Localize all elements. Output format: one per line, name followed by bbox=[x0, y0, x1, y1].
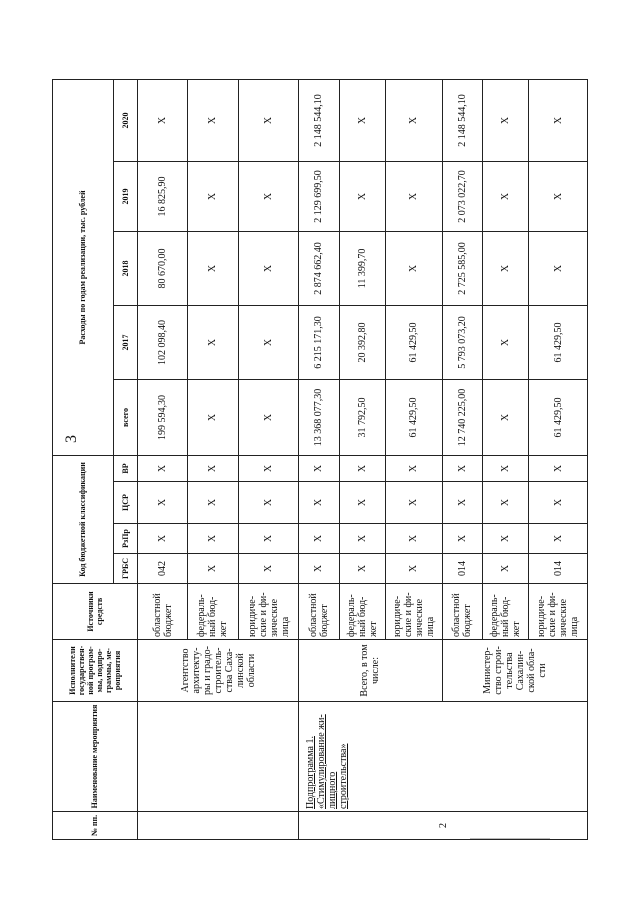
row7-2019: Х bbox=[482, 161, 528, 231]
row8-2019: Х bbox=[529, 161, 588, 231]
row3-total: 13 368 077,30 bbox=[299, 379, 339, 455]
row1-total: Х bbox=[188, 379, 238, 455]
header-source: Источники средств bbox=[53, 584, 138, 640]
header-budget-code: Код бюджетной классификации bbox=[53, 455, 114, 583]
row4-rzpr: Х bbox=[339, 524, 385, 554]
row1-2019: Х bbox=[188, 161, 238, 231]
row3-2017: 6 215 171,30 bbox=[299, 305, 339, 379]
row0-2017: 102 098,40 bbox=[137, 305, 187, 379]
budget-table bbox=[52, 79, 588, 840]
header-2017: 2017 bbox=[113, 305, 137, 379]
header-name: Наименование мероприятия bbox=[53, 702, 138, 812]
row4-csr: Х bbox=[339, 482, 385, 524]
row5-total: 61 429,50 bbox=[386, 379, 443, 455]
row8-grbs: 014 bbox=[529, 554, 588, 584]
row2-source: юридиче-ские и фи-зические лица bbox=[238, 584, 299, 640]
header-grbs: ГРБС bbox=[113, 554, 137, 584]
row0-total: 199 594,30 bbox=[137, 379, 187, 455]
header-expenses: Расходы по годам реализации, тыс. рублей bbox=[53, 79, 114, 455]
group3-num: 2 bbox=[299, 812, 588, 840]
row0-vr: Х bbox=[137, 455, 187, 481]
row4-vr: Х bbox=[339, 455, 385, 481]
row2-rzpr: Х bbox=[238, 524, 299, 554]
row4-source: федераль-ный бюд-жет bbox=[339, 584, 385, 640]
row4-2018: 11 399,70 bbox=[339, 231, 385, 305]
row8-source: юридиче-ские и фи-зические лица bbox=[529, 584, 588, 640]
row5-2020: Х bbox=[386, 79, 443, 161]
row6-2017: 5 793 073,20 bbox=[442, 305, 482, 379]
row7-2017: Х bbox=[482, 305, 528, 379]
row5-2017: 61 429,50 bbox=[386, 305, 443, 379]
row2-2020: Х bbox=[238, 79, 299, 161]
row0-2020: Х bbox=[137, 79, 187, 161]
row4-2019: Х bbox=[339, 161, 385, 231]
row2-vr: Х bbox=[238, 455, 299, 481]
header-2019: 2019 bbox=[113, 161, 137, 231]
page-number: 3 bbox=[63, 435, 80, 443]
row0-source: областной бюджет bbox=[137, 584, 187, 640]
row7-total: Х bbox=[482, 379, 528, 455]
header-vr: ВР bbox=[113, 455, 137, 481]
row2-2019: Х bbox=[238, 161, 299, 231]
row4-total: 31 792,50 bbox=[339, 379, 385, 455]
row7-grbs: Х bbox=[482, 554, 528, 584]
row3-2018: 2 874 662,40 bbox=[299, 231, 339, 305]
row7-source: федераль-ный бюд-жет bbox=[482, 584, 528, 640]
row4-2020: Х bbox=[339, 79, 385, 161]
row3-2019: 2 129 699,50 bbox=[299, 161, 339, 231]
row1-grbs: Х bbox=[188, 554, 238, 584]
row3-csr: Х bbox=[299, 482, 339, 524]
row5-csr: Х bbox=[386, 482, 443, 524]
group1-name bbox=[137, 702, 299, 812]
header-num: № пп. bbox=[53, 812, 138, 840]
header-total: всего bbox=[113, 379, 137, 455]
row6-2018: 2 725 585,00 bbox=[442, 231, 482, 305]
row0-2018: 80 670,00 bbox=[137, 231, 187, 305]
row8-csr: Х bbox=[529, 482, 588, 524]
row1-vr: Х bbox=[188, 455, 238, 481]
row7-vr: Х bbox=[482, 455, 528, 481]
row5-grbs: Х bbox=[386, 554, 443, 584]
header-executor: Исполнители государствен-ной програм-мы, подпро-граммы, ме-роприятия bbox=[53, 640, 138, 702]
row5-2019: Х bbox=[386, 161, 443, 231]
subprogram-prefix: Подпрограмма 1. bbox=[305, 736, 317, 809]
row1-rzpr: Х bbox=[188, 524, 238, 554]
row3-rzpr: Х bbox=[299, 524, 339, 554]
group3-name bbox=[299, 702, 588, 812]
row1-2018: Х bbox=[188, 231, 238, 305]
row3-grbs: Х bbox=[299, 554, 339, 584]
row6-source: областной бюджет bbox=[442, 584, 482, 640]
row1-csr: Х bbox=[188, 482, 238, 524]
table-row bbox=[137, 79, 187, 839]
row6-2020: 2 148 544,10 bbox=[442, 79, 482, 161]
scan-artifact-line bbox=[470, 838, 550, 839]
row4-grbs: Х bbox=[339, 554, 385, 584]
row6-rzpr: Х bbox=[442, 524, 482, 554]
table-row bbox=[299, 79, 339, 839]
row0-grbs: 042 bbox=[137, 554, 187, 584]
row0-csr: Х bbox=[137, 482, 187, 524]
group1-executor: Агентство архитекту-ры и градо-строитель-ства Саха-линской области bbox=[137, 640, 299, 702]
row5-2018: Х bbox=[386, 231, 443, 305]
row1-source: федераль-ный бюд-жет bbox=[188, 584, 238, 640]
row0-rzpr: Х bbox=[137, 524, 187, 554]
row7-csr: Х bbox=[482, 482, 528, 524]
row7-2020: Х bbox=[482, 79, 528, 161]
row8-2017: 61 429,50 bbox=[529, 305, 588, 379]
row6-grbs: 014 bbox=[442, 554, 482, 584]
row8-2018: Х bbox=[529, 231, 588, 305]
row2-total: Х bbox=[238, 379, 299, 455]
row2-2017: Х bbox=[238, 305, 299, 379]
row1-2020: Х bbox=[188, 79, 238, 161]
row6-2019: 2 073 022,70 bbox=[442, 161, 482, 231]
header-2018: 2018 bbox=[113, 231, 137, 305]
row6-vr: Х bbox=[442, 455, 482, 481]
row2-2018: Х bbox=[238, 231, 299, 305]
group2-label: Всего, в том числе: bbox=[299, 640, 442, 702]
row0-2019: 16 825,90 bbox=[137, 161, 187, 231]
row3-source: областной бюджет bbox=[299, 584, 339, 640]
header-csr: ЦСР bbox=[113, 482, 137, 524]
rotated-table-container bbox=[52, 80, 588, 840]
subprogram-title: «Стимулирование жи-лищного строительства» bbox=[316, 714, 350, 809]
row8-2020: Х bbox=[529, 79, 588, 161]
row8-rzpr: Х bbox=[529, 524, 588, 554]
row2-csr: Х bbox=[238, 482, 299, 524]
row4-2017: 20 392,80 bbox=[339, 305, 385, 379]
row6-total: 12 740 225,00 bbox=[442, 379, 482, 455]
row7-rzpr: Х bbox=[482, 524, 528, 554]
row5-source: юридиче-ские и фи-зические лица bbox=[386, 584, 443, 640]
header-rzpr: РзПр bbox=[113, 524, 137, 554]
group3-executor: Министер-ство строи-тельства Сахалин-ской обла-сти bbox=[442, 640, 587, 702]
group1-num bbox=[137, 812, 299, 840]
row6-csr: Х bbox=[442, 482, 482, 524]
row3-2020: 2 148 544,10 bbox=[299, 79, 339, 161]
row1-2017: Х bbox=[188, 305, 238, 379]
row3-vr: Х bbox=[299, 455, 339, 481]
header-2020: 2020 bbox=[113, 79, 137, 161]
row5-rzpr: Х bbox=[386, 524, 443, 554]
row2-grbs: Х bbox=[238, 554, 299, 584]
row5-vr: Х bbox=[386, 455, 443, 481]
row7-2018: Х bbox=[482, 231, 528, 305]
row8-total: 61 429,50 bbox=[529, 379, 588, 455]
row8-vr: Х bbox=[529, 455, 588, 481]
